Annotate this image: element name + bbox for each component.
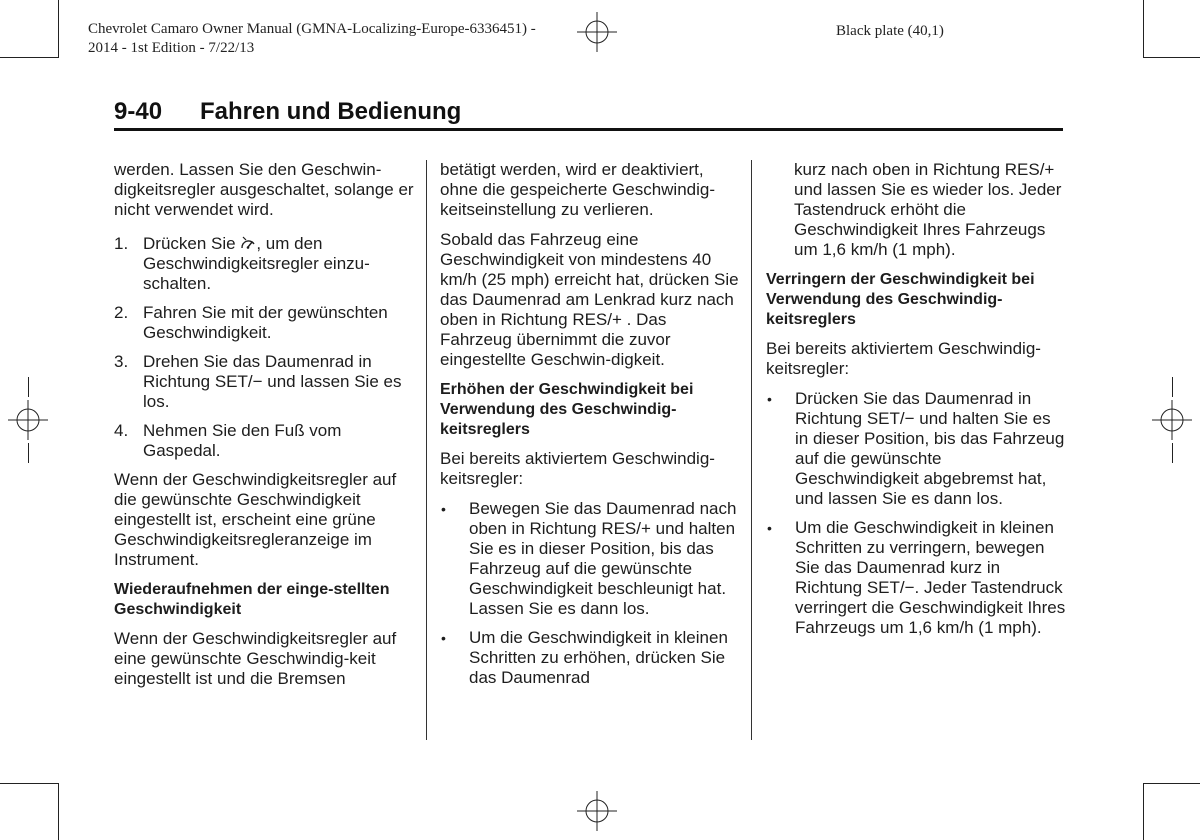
crop-mark-top-left-h (0, 57, 58, 58)
step-number: 1. (114, 234, 129, 253)
step-2-text: Fahren Sie mit der gewünschten Geschwindigkeit. (143, 303, 388, 342)
list-item (766, 389, 1066, 509)
column-1 (114, 160, 414, 699)
step-number: 3. (114, 352, 129, 371)
side-tick-left-bottom (28, 443, 29, 463)
registration-mark-left-icon (4, 398, 52, 442)
registration-mark-right-icon (1148, 398, 1196, 442)
side-tick-right-bottom (1172, 443, 1173, 463)
crop-mark-top-left-v (58, 0, 59, 58)
col1-para-set: Wenn der Geschwindigkeitsregler auf die gewünschte Geschwindigkeit eingestellt ist, erscheint eine grüne Geschwindigkeitsregleranzeige im Instrument. (114, 470, 397, 569)
page-number: 9-40 (114, 98, 163, 125)
bullet: • (767, 391, 772, 407)
column-3 (766, 160, 1066, 647)
col2-para-res: Sobald das Fahrzeug eine Geschwindigkeit von mindestens 40 km/h (25 mph) erreicht hat, drücken Sie das Daumenrad am Lenkrad kurz nach oben in Richtung RES/+ . Das Fahrzeug übernimmt die zuvor eingestellte Geschwin-digkeit. (440, 230, 739, 369)
crop-mark-bottom-left-h (0, 783, 58, 784)
section-title: Fahren und Bedienung (200, 98, 462, 125)
step-4-text: Nehmen Sie den Fuß vom Gaspedal. (143, 421, 342, 460)
col2-para-active: Bei bereits aktiviertem Geschwindig-keitsregler: (440, 449, 715, 488)
bullet-text: Um die Geschwindigkeit in kleinen Schritten zu erhöhen, drücken Sie das Daumenrad (469, 628, 728, 687)
registration-mark-bottom-icon (573, 789, 621, 833)
side-tick-right (1172, 377, 1173, 397)
bullet: • (767, 520, 772, 536)
bullet-text: Drücken Sie das Daumenrad in Richtung SET/− und halten Sie es in dieser Position, bis das Fahrzeug auf die gewünschte Geschwindigkeit abgebremst hat, und lassen Sie es dann los. (795, 389, 1065, 508)
list-item (766, 518, 1066, 638)
crop-mark-bottom-right-v (1143, 783, 1144, 840)
plate-label: Black plate (40,1) (836, 23, 944, 39)
step-4 (114, 421, 414, 461)
print-header-line2: 2014 - 1st Edition - 7/22/13 (88, 40, 255, 56)
crop-mark-bottom-right-h (1143, 783, 1200, 784)
side-tick-left (28, 377, 29, 397)
heading-decrease: Verringern der Geschwindigkeit bei Verwendung des Geschwindig-keitsreglers (766, 271, 1035, 328)
col1-para-resume: Wenn der Geschwindigkeitsregler auf eine gewünschte Geschwindig-keit eingestellt ist und die Bremsen (114, 629, 397, 688)
step-3-text: Drehen Sie das Daumenrad in Richtung SET/− und lassen Sie es los. (143, 352, 402, 411)
print-header-line1: Chevrolet Camaro Owner Manual (GMNA-Localizing-Europe-6336451) - (88, 21, 536, 37)
step-number: 4. (114, 421, 129, 440)
col2-para-cont: betätigt werden, wird er deaktiviert, ohne die gespeicherte Geschwindig-keitseinstellung zu verlieren. (440, 160, 716, 219)
step-1 (114, 234, 414, 294)
crop-mark-bottom-left-v (58, 783, 59, 840)
step-number: 2. (114, 303, 129, 322)
col3-para-active: Bei bereits aktiviertem Geschwindig-keitsregler: (766, 339, 1041, 378)
bullet: • (441, 630, 446, 646)
print-header (88, 20, 536, 58)
crop-mark-top-right-h (1143, 57, 1200, 58)
column-divider-2 (751, 160, 752, 740)
title-rule (114, 128, 1063, 131)
heading-resume: Wiederaufnehmen der einge-stellten Geschwindigkeit (114, 581, 390, 618)
heading-increase: Erhöhen der Geschwindigkeit bei Verwendung des Geschwindig-keitsreglers (440, 381, 694, 438)
page-title (114, 98, 461, 126)
step-1-text-b: , um den Geschwindigkeitsregler einzu-schalten. (143, 234, 370, 293)
crop-mark-top-right-v (1143, 0, 1144, 58)
column-2 (440, 160, 740, 697)
bullet-text: Um die Geschwindigkeit in kleinen Schritten zu verringern, bewegen Sie das Daumenrad kurz in Richtung SET/−. Jeder Tastendruck verringert die Geschwindigkeit Ihres Fahrzeugs um 1,6 km/h (1 mph). (795, 518, 1066, 637)
col3-cont: kurz nach oben in Richtung RES/+ und lassen Sie es wieder los. Jeder Tastendruck erhöht die Geschwindigkeit Ihres Fahrzeugs um 1,6 km/h (1 mph). (794, 160, 1062, 259)
registration-mark-top-icon (573, 10, 621, 54)
cruise-control-icon (240, 235, 256, 250)
step-1-text-a: Drücken Sie (143, 234, 241, 253)
column-divider-1 (426, 160, 427, 740)
step-2 (114, 303, 414, 343)
col1-intro: werden. Lassen Sie den Geschwin-digkeitsregler ausgeschaltet, solange er nicht verwendet wird. (114, 160, 414, 219)
bullet-text: Bewegen Sie das Daumenrad nach oben in Richtung RES/+ und halten Sie es in dieser Position, bis das Fahrzeug auf die gewünschte Geschwindigkeit beschleunigt hat. Lassen Sie es dann los. (469, 499, 737, 618)
list-item (440, 499, 740, 619)
step-3 (114, 352, 414, 412)
list-item (440, 628, 740, 688)
bullet: • (441, 501, 446, 517)
